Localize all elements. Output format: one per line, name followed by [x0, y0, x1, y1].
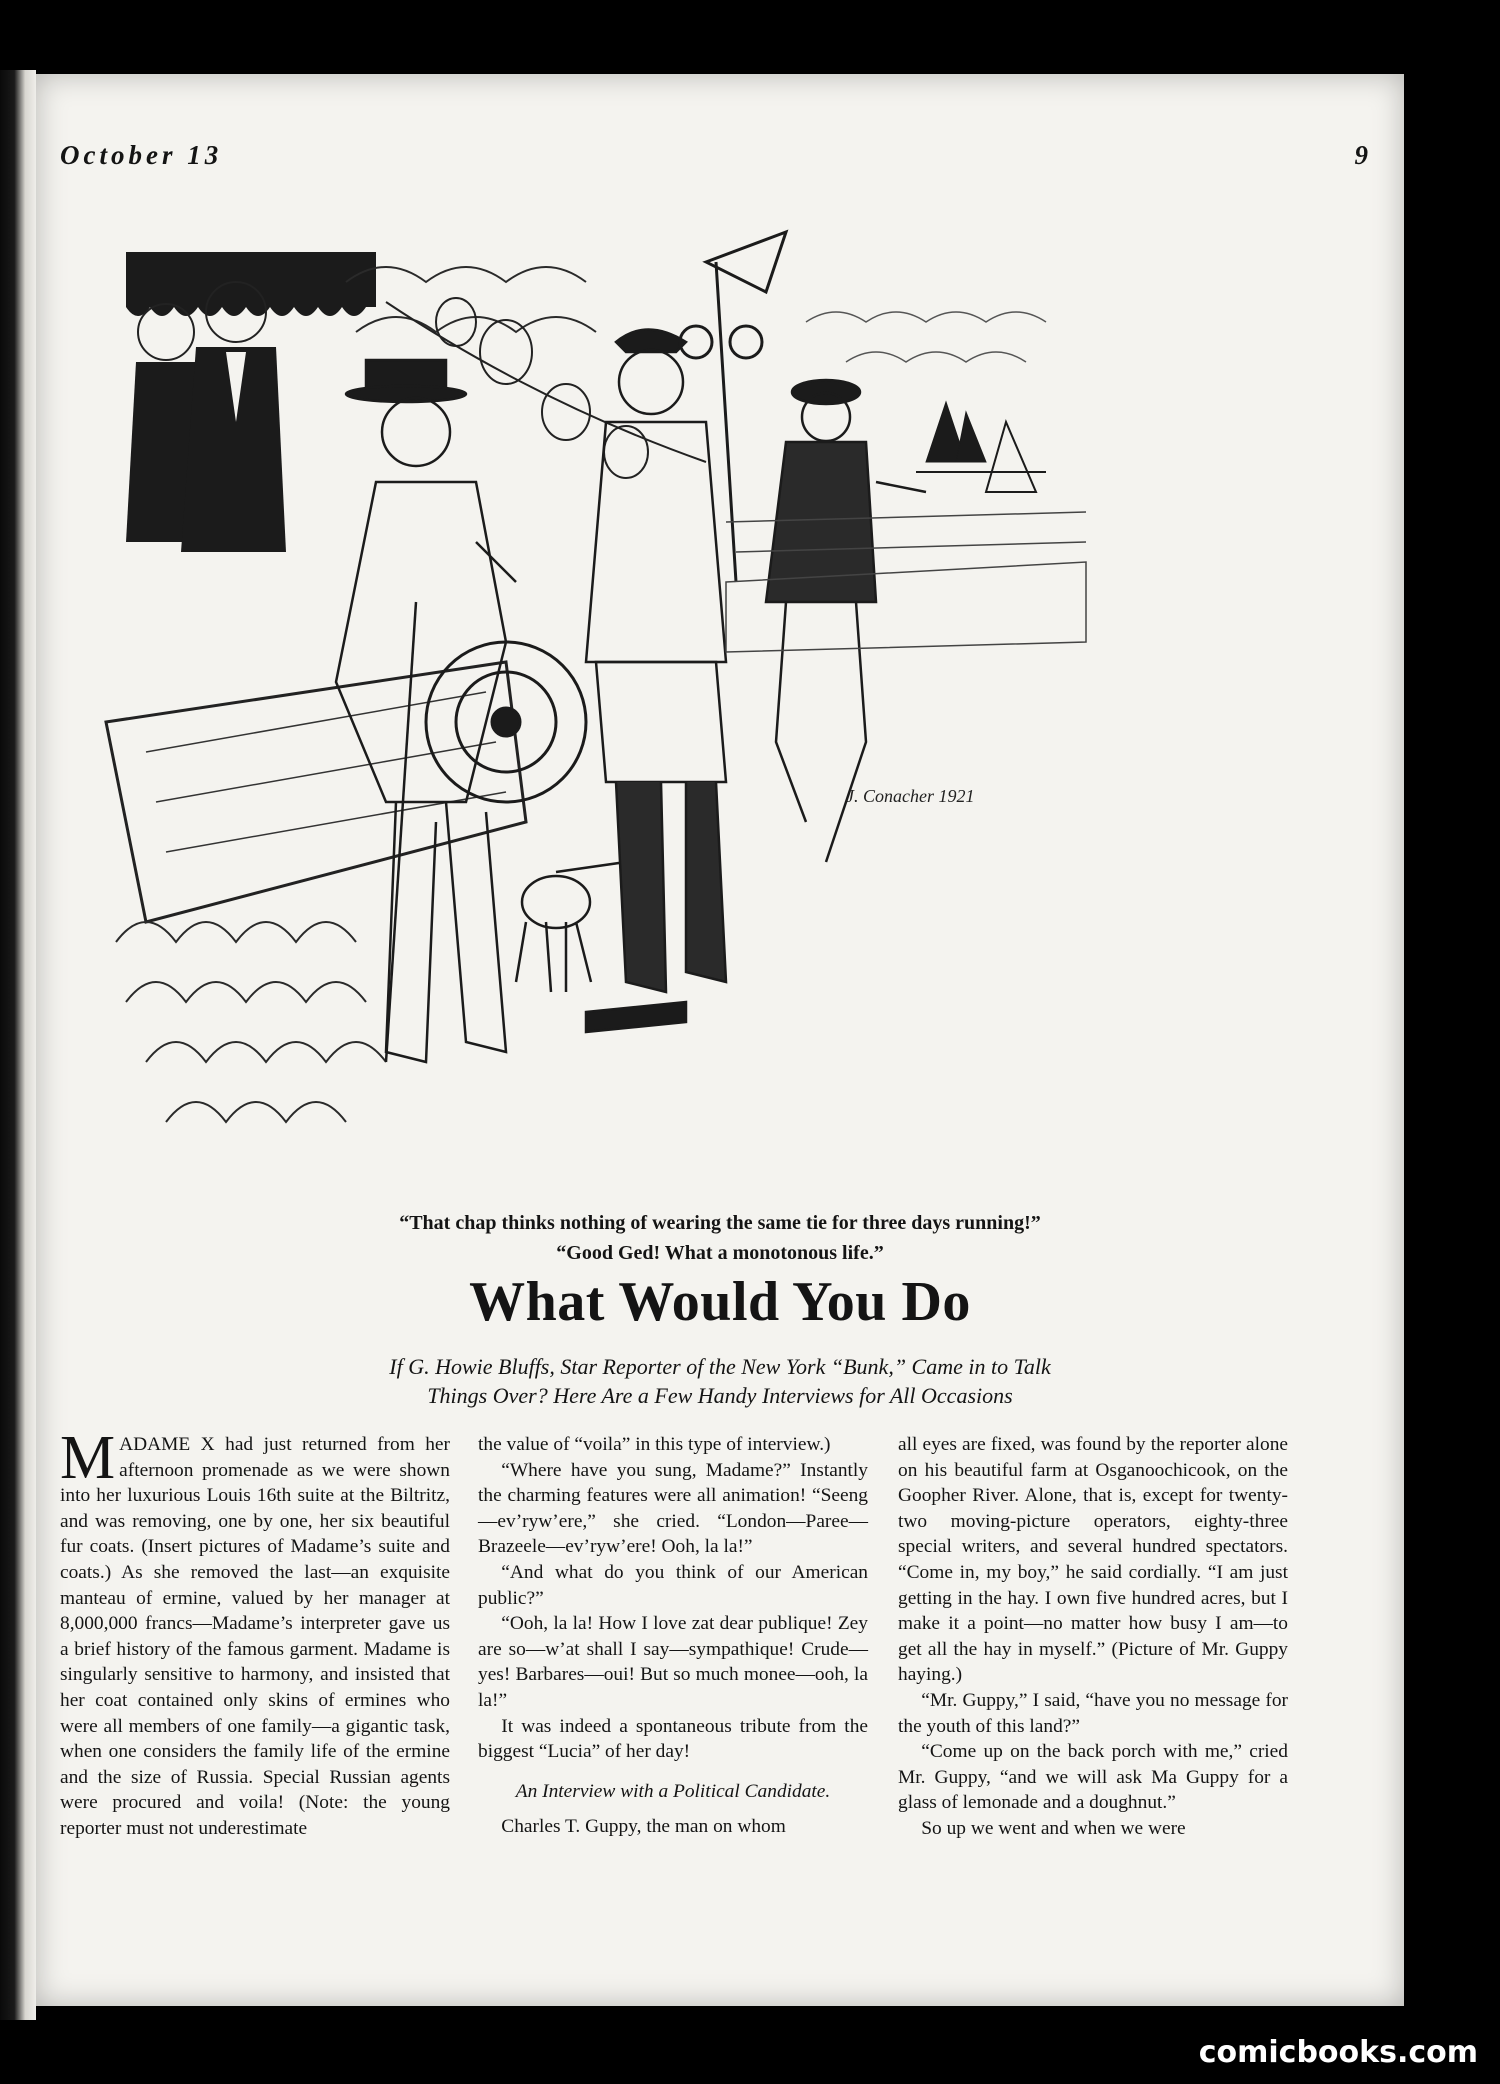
paragraph: So up we went and when we were	[921, 1817, 1186, 1839]
man-in-cap-figure	[586, 330, 726, 1033]
section-subheading: An Interview with a Political Candidate.	[515, 1780, 831, 1802]
pen-and-ink-illustration	[86, 222, 1296, 1202]
article-column-3	[898, 1432, 1288, 1842]
book-spine	[0, 70, 36, 2020]
paragraph: all eyes are fixed, was found by the reporter alone on his beautiful farm at Osganoochicook, on the Goopher River. Alone, that is, except for twenty-two moving-picture operators, eighty-three special writers, and several hundred spectators. “Come in, my boy,” he said cordially. “I am just getting in the hay. I own five hundred acres, but I make it a point—no matter how busy I am—to get all the hay in myself.” (Picture of Mr. Guppy haying.)	[898, 1434, 1288, 1686]
paragraph: “Where have you sung, Madame?” Instantly the charming features were all animation! “Seeng—ev’ryw’ere,” she cried. “London—Paree—Brazeele—ev’ryw’ere! Ooh, la la!”	[478, 1459, 868, 1558]
paragraph: “And what do you think of our American public?”	[478, 1561, 868, 1609]
paragraph: “Mr. Guppy,” I said, “have you no message for the youth of this land?”	[898, 1689, 1288, 1737]
article-column-1	[60, 1424, 450, 1842]
paragraph: “Ooh, la la! How I love zat dear publique! Zey are so—w’at shall I say—sympathique! Crude—yes! Barbares—oui! But so much monee—ooh, la la!”	[478, 1613, 868, 1711]
awning-shape	[126, 252, 376, 316]
article-column-2	[478, 1432, 868, 1840]
paragraph: MADAME X had just returned from her afternoon promenade as we were shown into her luxurious Louis 16th suite at the Biltritz, and was removing, one by one, her six beautiful fur coats. (Insert pictures of Madame’s suite and coats.) As she removed the last—an exquisite manteau of ermine, valued by her manager at 8,000,000 francs—Madame’s interpreter gave us a brief history of the famous garment. Madame is singularly sensitive to harmony, and insisted that her coat contained only skins of ermines who were all members of one family—a gigantic task, when one considers the family life of the ermine and the size of Russia. Special Russian agents were procured and voila! (Note: the young reporter must not underestimate	[60, 1424, 450, 1839]
site-watermark: comicbooks.com	[1198, 2035, 1478, 2070]
paragraph: It was indeed a spontaneous tribute from the biggest “Lucia” of her day!	[478, 1715, 868, 1763]
article-subtitle	[36, 1352, 1404, 1410]
bulldog-figure	[516, 862, 626, 992]
caption-line-1: “That chap thinks nothing of wearing the same tie for three days running!”	[399, 1212, 1041, 1234]
paragraph: “Come up on the back porch with me,” cried Mr. Guppy, “and we will ask Ma Guppy for a glass of lemonade and a doughnut.”	[898, 1741, 1288, 1814]
running-header-date: October 13	[60, 140, 223, 170]
magazine-page	[36, 74, 1404, 2006]
subtitle-line-1: If G. Howie Bluffs, Star Reporter of the New York “Bunk,” Came in to Talk	[389, 1354, 1051, 1379]
page-number: 9	[1354, 140, 1368, 170]
lamp-post	[680, 232, 786, 582]
paragraph: Charles T. Guppy, the man on whom	[501, 1816, 786, 1838]
caption-line-2: “Good Ged! What a monotonous life.”	[556, 1242, 884, 1264]
article-title: What Would You Do	[469, 1271, 971, 1333]
illustration-caption	[36, 1208, 1404, 1268]
subtitle-line-2: Things Over? Here Are a Few Handy Interviews for All Occasions	[427, 1383, 1013, 1408]
drop-cap: M	[60, 1424, 116, 1492]
sailboats	[916, 402, 1046, 492]
illustrator-signature: J. Conacher 1921	[846, 786, 975, 806]
waiter-figures	[126, 282, 286, 552]
paragraph: the value of “voila” in this type of interview.)	[478, 1434, 831, 1455]
